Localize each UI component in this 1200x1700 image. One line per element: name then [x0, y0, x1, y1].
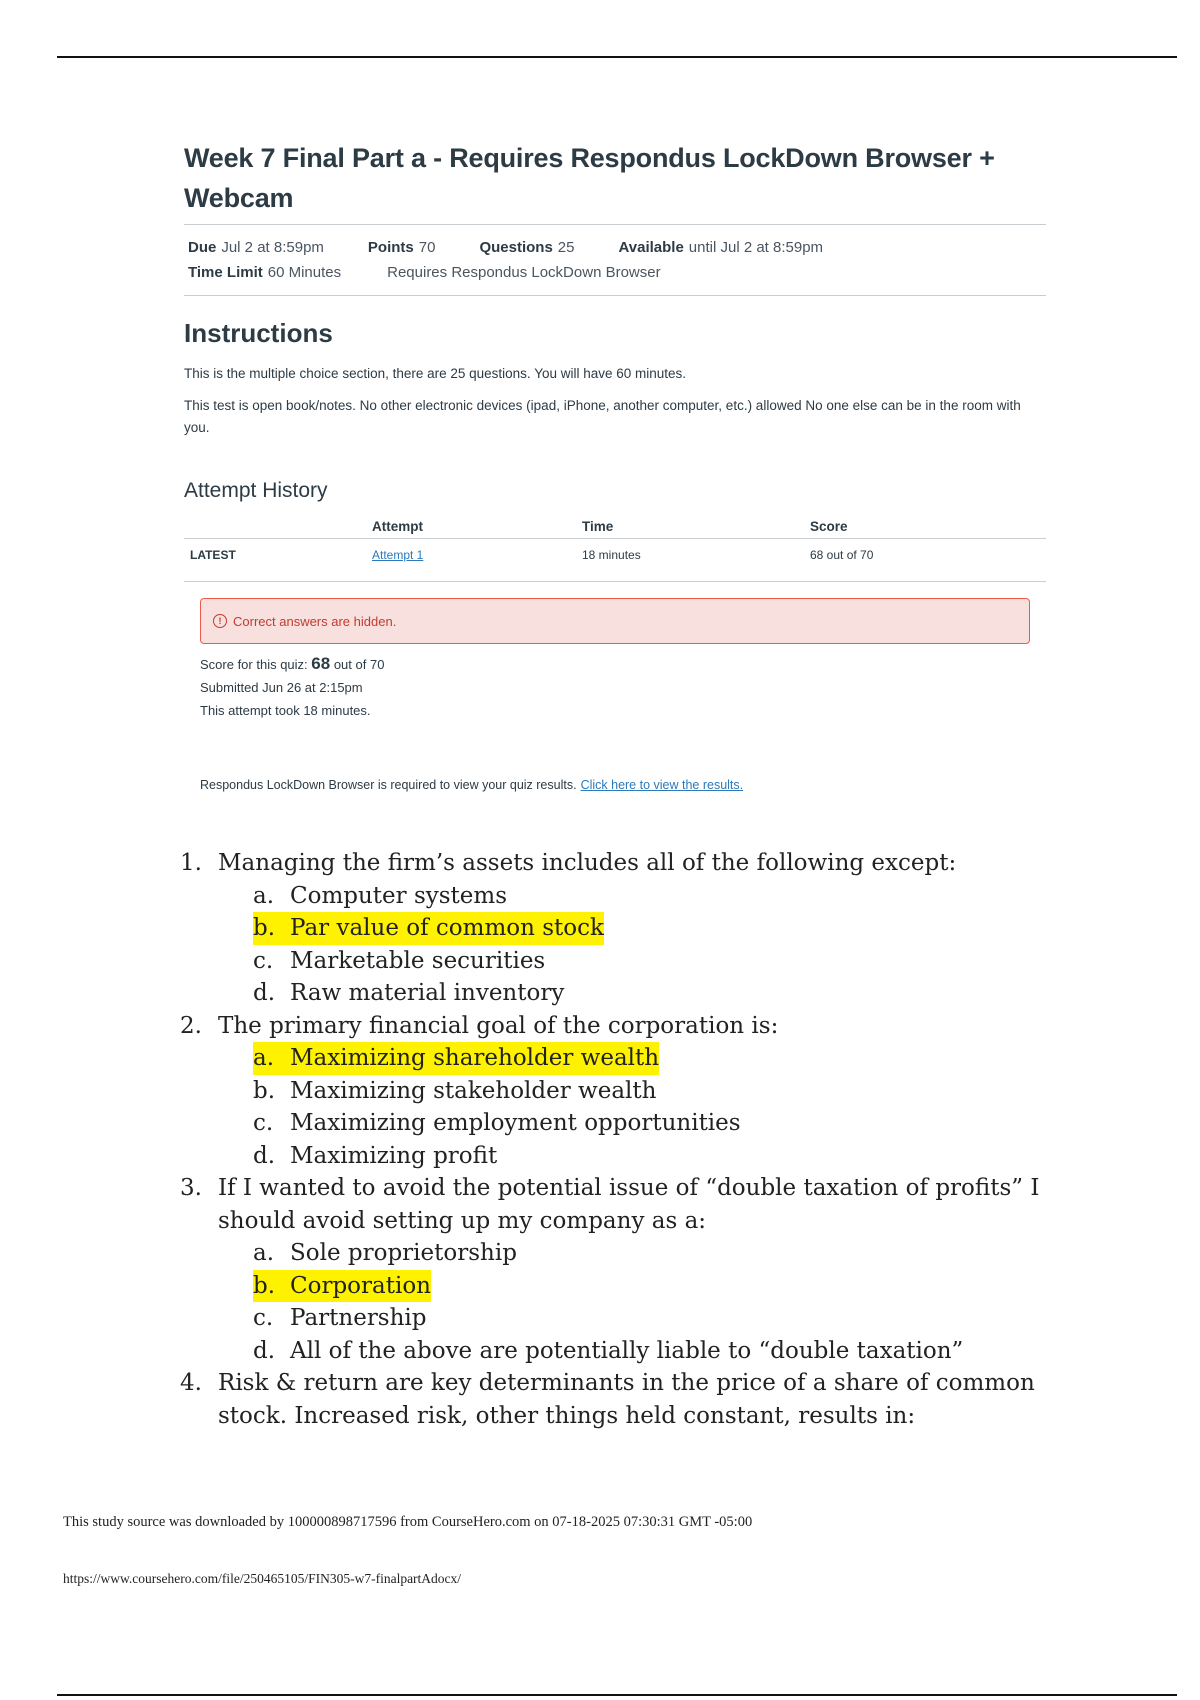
submitted-text: Submitted Jun 26 at 2:15pm [200, 680, 363, 695]
duration-text: This attempt took 18 minutes. [200, 703, 371, 718]
question-text: The primary financial goal of the corporation is: [218, 1012, 779, 1039]
question-number: 3. [180, 1175, 202, 1201]
answer-option [253, 1107, 1100, 1140]
attempt-score: 68 out of 70 [810, 548, 874, 562]
instructions-paragraph: This test is open book/notes. No other electronic devices (ipad, iPhone, another computer, etc.) allowed No one else can be in the room with you. [184, 398, 1021, 435]
answer-option [253, 1335, 1100, 1368]
lockdown-results-note: Respondus LockDown Browser is required to view your quiz results. Click here to view the results. [200, 778, 744, 792]
option-letter: b. [253, 1270, 290, 1303]
question-item [180, 1367, 1100, 1432]
option-letter: b. [253, 1077, 276, 1104]
answer-option [253, 880, 1100, 913]
points-meta: Points 70 [367, 239, 436, 256]
question-text: Managing the firm’s assets includes all of the following except: [218, 850, 957, 876]
option-text: All of the above are potentially liable to “double taxation” [290, 1337, 964, 1364]
quiz-title: Week 7 Final Part a - Requires Respondus LockDown Browser + Webcam [184, 143, 995, 213]
question-number: 1. [180, 850, 202, 876]
option-text: Maximizing profit [290, 1142, 498, 1169]
question-text: Risk & return are key determinants in the price of a share of common stock. Increased risk, other things held constant, results in: [218, 1370, 1035, 1429]
score-summary: Score for this quiz: 68 out of 70 Submitted Jun 26 at 2:15pm This attempt took 18 minutes. [200, 652, 1030, 722]
option-letter: a. [253, 1240, 275, 1266]
option-text: Partnership [290, 1305, 427, 1331]
option-text: Par value of common stock [290, 912, 604, 945]
option-text: Raw material inventory [290, 980, 565, 1006]
questions-meta: Questions 25 [479, 239, 575, 256]
option-letter: b. [253, 912, 290, 945]
view-results-link[interactable]: Click here to view the results. [580, 778, 744, 792]
option-text: Corporation [290, 1270, 431, 1303]
bottom-rule [57, 1694, 1177, 1696]
attempt-history-table [184, 515, 1046, 571]
divider [184, 581, 1046, 582]
score-value: 68 [311, 654, 331, 673]
option-letter: a. [253, 1042, 290, 1075]
answer-option [253, 1237, 1100, 1270]
table-row [184, 539, 1046, 572]
option-text: Maximizing employment opportunities [290, 1110, 741, 1136]
option-text: Maximizing shareholder wealth [290, 1042, 659, 1075]
available-meta: Available until Jul 2 at 8:59pm [618, 239, 824, 256]
column-header-attempt: Attempt [372, 515, 582, 539]
download-source-note: This study source was downloaded by 100000898717596 from CourseHero.com on 07-18-2025 07:30:31 GMT -05:00 [63, 1514, 753, 1530]
attempt-history-title: Attempt History [184, 479, 328, 502]
quiz-header [184, 224, 1046, 296]
due-meta: Due Jul 2 at 8:59pm [188, 239, 324, 256]
hidden-answers-alert [200, 598, 1030, 644]
answer-option [253, 1302, 1100, 1335]
time-limit-meta: Time Limit 60 Minutes [188, 264, 342, 281]
attempt-time: 18 minutes [582, 548, 641, 562]
question-number: 2. [180, 1012, 202, 1039]
alert-text: Correct answers are hidden. [233, 613, 397, 629]
top-rule [57, 56, 1177, 58]
question-list [180, 847, 1100, 1432]
answer-option [253, 1075, 1100, 1108]
question-item [180, 1010, 1100, 1043]
lockdown-note: Requires Respondus LockDown Browser [387, 264, 661, 281]
column-header-time: Time [582, 515, 810, 539]
option-text: Computer systems [290, 882, 508, 909]
instructions [184, 363, 1046, 439]
option-text: Maximizing stakeholder wealth [290, 1077, 657, 1104]
option-letter: c. [253, 1110, 274, 1136]
answer-option [253, 977, 1100, 1010]
info-icon: ! [213, 614, 227, 628]
quiz-screenshot [184, 138, 1046, 792]
question-item [180, 847, 1100, 880]
attempt-link[interactable]: Attempt 1 [372, 548, 424, 562]
option-text: Sole proprietorship [290, 1240, 517, 1266]
instructions-paragraph: This is the multiple choice section, there are 25 questions. You will have 60 minutes. [184, 366, 687, 381]
question-item [180, 1172, 1100, 1237]
question-text: If I wanted to avoid the potential issue of “double taxation of profits” I should avoid setting up my company as a: [218, 1175, 1040, 1234]
question-number: 4. [180, 1370, 202, 1396]
answer-option-highlighted [253, 1270, 1100, 1303]
answer-option-highlighted [253, 912, 1100, 945]
option-text: Marketable securities [290, 947, 546, 974]
option-letter: d. [253, 980, 276, 1006]
option-letter: c. [253, 1305, 274, 1331]
attempt-row-label: LATEST [190, 548, 236, 562]
answer-option [253, 1140, 1100, 1173]
column-header-score: Score [810, 515, 1046, 539]
instructions-title: Instructions [184, 318, 333, 348]
option-letter: d. [253, 1142, 276, 1169]
source-url: https://www.coursehero.com/file/250465105/FIN305-w7-finalpartAdocx/ [63, 1571, 462, 1586]
answer-option [253, 945, 1100, 978]
option-letter: a. [253, 882, 275, 909]
option-letter: c. [253, 947, 274, 974]
option-letter: d. [253, 1337, 276, 1364]
answer-option-highlighted [253, 1042, 1100, 1075]
